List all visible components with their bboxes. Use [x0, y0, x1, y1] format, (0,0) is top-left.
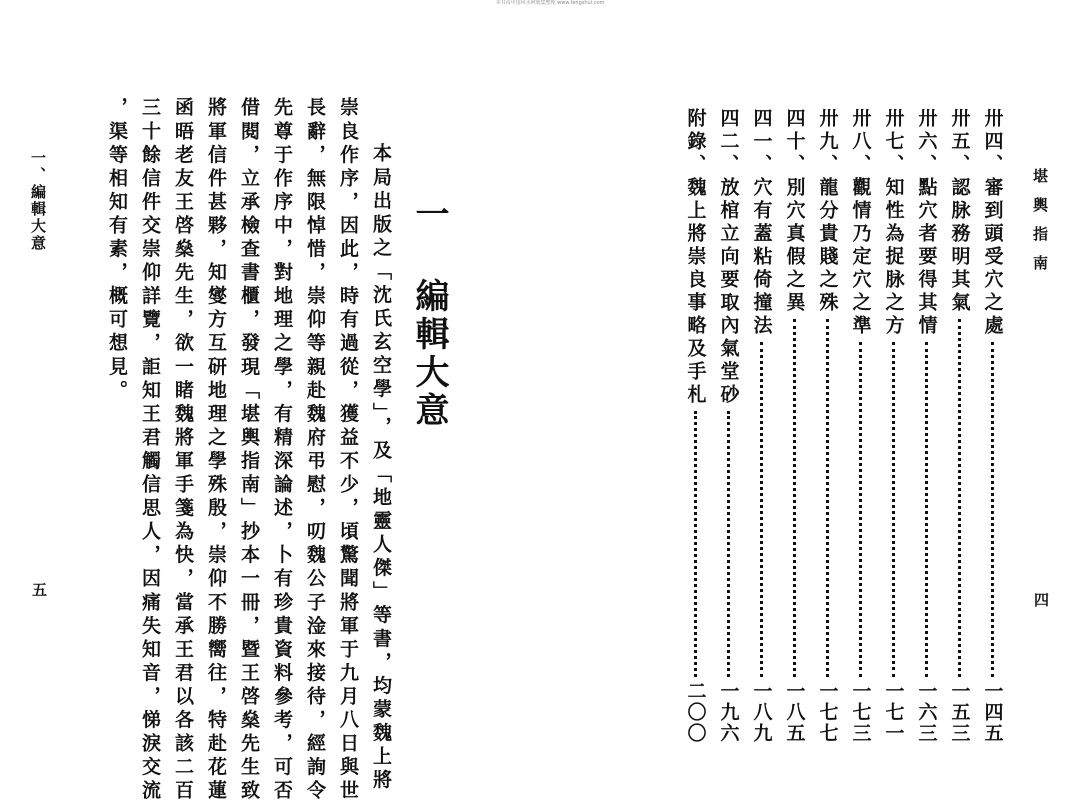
body-column-9: ，渠等相知有素，概可想見。 [106, 97, 128, 404]
toc-leader-dots [925, 342, 928, 677]
toc-entry [848, 108, 872, 744]
body-column-1: 本局出版之「沈氏玄空學」，及「地靈人傑」等書，均蒙魏上將 [370, 143, 392, 793]
toc-entry-page: 一六三 [915, 681, 938, 744]
toc-entry [881, 108, 905, 744]
toc-leader-dots [826, 319, 829, 677]
toc-leader-dots [958, 319, 961, 677]
toc-entry [914, 108, 938, 744]
toc-entry-page: 一四五 [981, 681, 1004, 744]
body-column-4: 先尊于作序中，對地理之學，有精深論述，卜有珍貴資料參考，可否 [271, 97, 293, 804]
toc-entry-page: 一八九 [750, 681, 773, 744]
toc-entry [683, 108, 707, 744]
toc-entry-page: 二〇〇 [684, 681, 707, 744]
toc-entry [815, 108, 839, 744]
toc-entry-title: 卅八、觀情乃定穴之準 [849, 108, 872, 338]
toc-entry [782, 108, 806, 744]
toc-entry [716, 108, 740, 744]
body-column-3: 長辭，無限悼惜，崇仰等親赴魏府弔慰，叨魏公子淦來接待，經詢令 [304, 97, 326, 804]
left-side-header: 一、編輯大意 [29, 150, 47, 252]
toc-entry-title: 四十、別穴真假之異 [783, 108, 806, 315]
toc-entry-page: 一五三 [948, 681, 971, 744]
toc-leader-dots [694, 411, 697, 677]
toc-leader-dots [892, 342, 895, 677]
toc-leader-dots [859, 342, 862, 677]
toc-entry-title: 四一、穴有蓋粘倚撞法 [750, 108, 773, 338]
toc-leader-dots [727, 411, 730, 677]
toc-entry-page: 一七七 [816, 681, 839, 744]
body-column-7: 函晤老友王啓燊先生，欲一睹魏將軍手箋為快，當承王君以各該二百 [172, 97, 194, 804]
toc-entry-page: 一九六 [717, 681, 740, 744]
body-column-5: 借閱，立承檢查書櫃，發現「堪輿指南」抄本一冊，暨王啓燊先生致 [238, 97, 260, 804]
toc-entry-page: 一七三 [849, 681, 872, 744]
toc-entry-title: 卅四、審到頭受穴之處 [981, 108, 1004, 338]
toc-entry-title: 卅六、點穴者要得其情 [915, 108, 938, 338]
toc-entry-page: 一七一 [882, 681, 905, 744]
toc-leader-dots [991, 342, 994, 677]
chapter-title: 一 編輯大意 [409, 196, 449, 430]
toc-entry-page: 一八五 [783, 681, 806, 744]
toc-entry [980, 108, 1004, 744]
toc-entry-title: 卅七、知性為捉脉之方 [882, 108, 905, 338]
toc-entry-title: 四二、放棺立向要取內氣堂砂 [717, 108, 740, 407]
toc-entry [749, 108, 773, 744]
left-page-number: 五 [30, 582, 48, 597]
toc-entry-title: 卅九、龍分貴賤之殊 [816, 108, 839, 315]
body-column-6: 將軍信件甚夥，知燮方互研地理之學殊殷，崇仰不勝嚮往，特赴花蓮 [205, 97, 227, 804]
toc-leader-dots [760, 342, 763, 677]
right-page [544, 0, 1088, 788]
body-column-8: 三十餘信件交崇仰詳覽，詎知王君觸信思人，因痛失知音，悌淚交流 [139, 97, 161, 804]
toc-entry-title: 附錄、魏上將崇良事略及手札 [684, 108, 707, 407]
toc-entry [947, 108, 971, 744]
header-banner: 本书由中国风水网收集整理 www.fengshui.com [495, 0, 605, 6]
toc-leader-dots [793, 319, 796, 677]
toc-entry-title: 卅五、認脉務明其氣 [948, 108, 971, 315]
right-page-number: 四 [1032, 592, 1050, 607]
right-side-header: 堪輿指南 [1031, 168, 1049, 284]
body-column-2: 崇良作序，因此，時有過從，獲益不少，頃驚聞將軍于九月八日與世 [337, 97, 359, 804]
